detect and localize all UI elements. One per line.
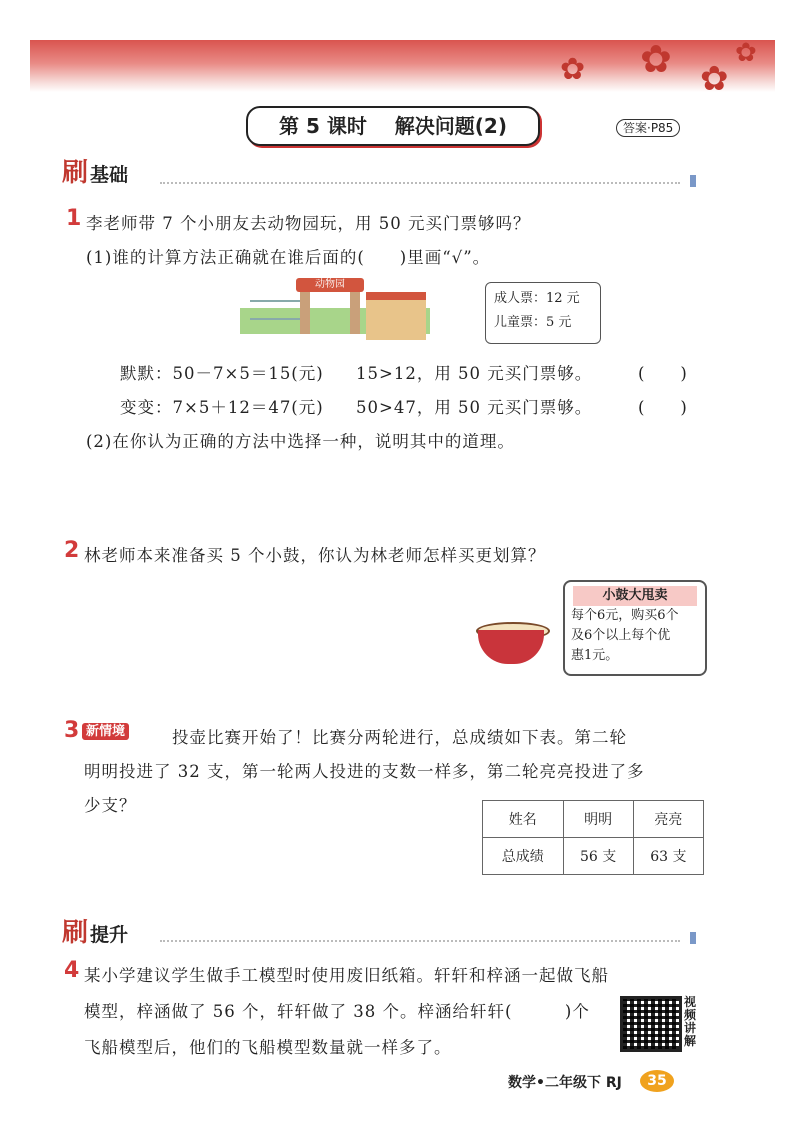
brush-logo: 刷: [62, 918, 89, 948]
new-context-tag: [82, 720, 129, 739]
maple-leaf-icon: ✿: [700, 59, 729, 99]
section-label: 基础: [90, 164, 129, 186]
child-price: 儿童票：5 元: [494, 315, 572, 330]
bianbian-calculation: 变变：7×5＋12＝47(元): [120, 398, 324, 417]
table-header-cell: 明明: [563, 801, 633, 838]
table-cell: 56 支: [563, 838, 633, 875]
question-number: 1: [66, 206, 82, 231]
q4-line1: 某小学建议学生做手工模型时使用废旧纸箱。轩轩和梓涵一起做飞船: [84, 966, 609, 985]
signal-bars-icon: [690, 175, 696, 187]
qr-code[interactable]: [620, 996, 682, 1052]
table-cell: 总成绩: [483, 838, 564, 875]
lesson-title: [246, 106, 540, 146]
q3-line2: 明明投进了 32 支，第一轮两人投进的支数一样多，第二轮亮亮投进了多: [84, 762, 645, 781]
table-cell: 63 支: [633, 838, 703, 875]
q3-line3: 少支？: [84, 796, 137, 815]
page-number: 35: [640, 1070, 674, 1092]
maple-leaf-icon: ✿: [735, 38, 757, 68]
q3-line1: 投壶比赛开始了！比赛分两轮进行，总成绩如下表。第二轮: [172, 728, 627, 747]
lesson-number: 第 5 课时: [279, 114, 367, 138]
section-divider: [160, 182, 680, 184]
q4-line2: 模型，梓涵做了 56 个，轩轩做了 38 个。梓涵给轩轩( )个: [84, 1002, 590, 1021]
section-divider: [160, 940, 680, 942]
answer-parentheses[interactable]: ( ): [638, 364, 688, 383]
q2-text: 林老师本来准备买 5 个小鼓，你认为林老师怎样买更划算？: [84, 546, 546, 565]
maple-leaf-icon: ✿: [640, 37, 672, 81]
brush-logo: 刷: [62, 158, 89, 188]
footer-subject: 数学•二年级下 RJ: [508, 1075, 622, 1091]
sale-sign-line: 每个6元，购买6个: [571, 608, 679, 623]
section-label: 提升: [90, 924, 129, 946]
answer-parentheses[interactable]: ( ): [638, 398, 688, 417]
section-basic-heading: [62, 152, 128, 189]
signal-bars-icon: [690, 932, 696, 944]
bianbian-reason: 50>47，用 50 元买门票够。: [356, 398, 593, 417]
zoo-sign: 动物园: [296, 278, 364, 292]
q1-text: 李老师带 7 个小朋友去动物园玩，用 50 元买门票够吗？: [86, 214, 531, 233]
video-explanation-label: 视频讲解: [684, 995, 697, 1048]
momo-calculation: 默默：50－7×5＝15(元): [120, 364, 324, 383]
sale-sign-title: 小鼓大甩卖: [573, 586, 697, 606]
table-row: [483, 801, 704, 838]
lesson-topic: 解决问题(2): [394, 114, 507, 138]
momo-reason: 15>12，用 50 元买门票够。: [356, 364, 593, 383]
section-advanced-heading: [62, 912, 128, 949]
adult-price: 成人票：12 元: [494, 291, 580, 306]
q1-part1: (1)谁的计算方法正确就在谁后面的( )里画“√”。: [86, 248, 491, 267]
question-number: 2: [64, 538, 80, 563]
maple-leaf-icon: ✿: [560, 52, 586, 87]
zoo-illustration: [240, 278, 430, 338]
table-header-cell: 亮亮: [633, 801, 703, 838]
answer-reference[interactable]: 答案·P85: [616, 119, 680, 137]
score-table: [482, 800, 704, 875]
sale-sign-line: 及6个以上每个优: [571, 628, 671, 643]
drum-sale-sign: [563, 580, 707, 676]
table-header-cell: 姓名: [483, 801, 564, 838]
q1-part2: (2)在你认为正确的方法中选择一种，说明其中的道理。: [86, 432, 515, 451]
question-number: 4: [64, 958, 80, 983]
sale-sign-line: 惠1元。: [571, 648, 619, 663]
question-number: 3: [64, 718, 80, 743]
ticket-price-board: [485, 282, 601, 344]
tag-label: 新情境: [82, 723, 129, 740]
q4-line3: 飞船模型后，他们的飞船模型数量就一样多了。: [84, 1038, 452, 1057]
drum-illustration: [476, 622, 546, 668]
table-row: [483, 838, 704, 875]
